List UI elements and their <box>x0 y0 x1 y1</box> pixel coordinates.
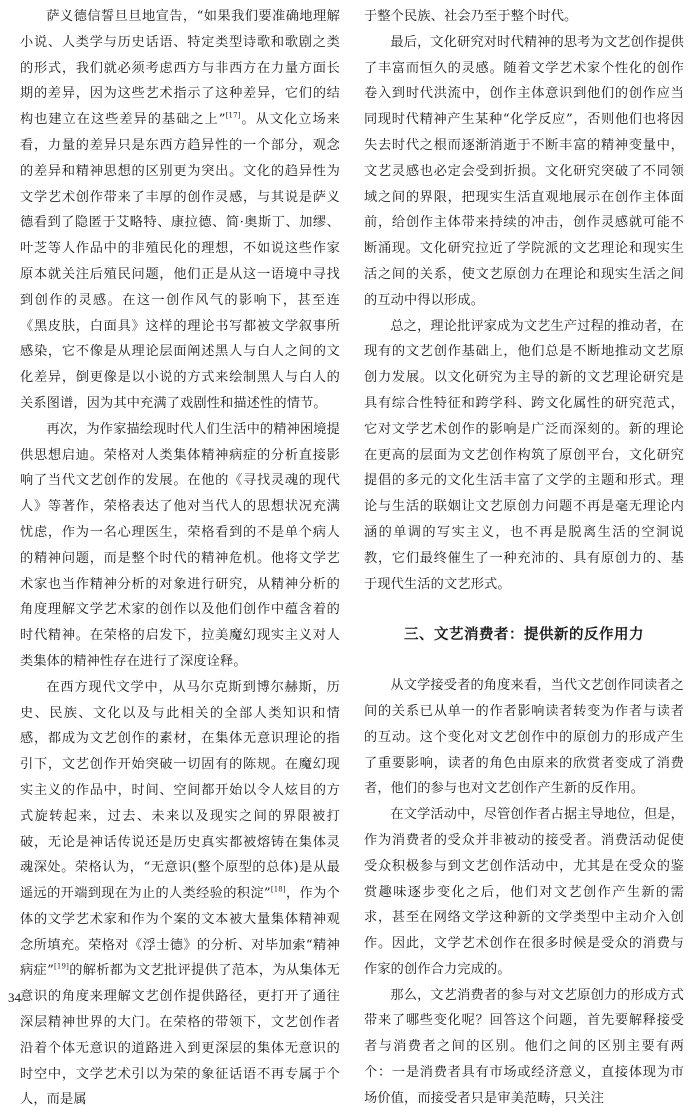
paragraph-jung: 再次，为作家描绘现时代人们生活中的精神困境提供思想启迪。荣格对人类集体精神病症的分析直接影响了当代文艺创作的发展。在他的《寻找灵魂的现代人》等著作，荣格表达了他对当代人的思想状况充满忧虑，作为一名心理医生，荣格看到的不是单个病人的精神问题，而是整个时代的精神危机。他将文学艺术家也当作精神分析的对象进行研究，从精神分析的角度理解文学艺术家的创作以及他们创作中蕴含着的时代精神。在荣格的启发下，拉美魔幻现实主义对人类集体的精神性存在进行了深度诠释。 <box>20 421 340 669</box>
footnote-ref-18[interactable]: [18] <box>270 885 286 894</box>
left-column <box>20 4 340 1113</box>
paragraph-consumer-activity: 在文学活动中，尽管创作者占据主导地位，但是，作为消费者的受众并非被动的接受者。消费活动促使受众积极参与到文艺创作活动中，尤其是在受众的鉴赏趣味逐步变化之后，他们对文艺创作产生新的需求，甚至在网络文学这种新的文学类型中主动介入创作。因此，文学艺术创作在很多时候是受众的消费与作家的创作合力完成的。 <box>364 807 684 977</box>
paragraph-consumer-question: 那么，文艺消费者的参与对文艺原创力的形成方式带来了哪些变化呢？回答这个问题，首先要解释接受者与消费者之间的区别。他们之间的区别主要有两个：一是消费者具有市场或经济意义，直接体现为市场价值，而接受者只是审美范畴，只关注 <box>364 987 684 1106</box>
paragraph-continuation: 于整个民族、社会乃至于整个时代。 <box>364 9 578 24</box>
paragraph-zeitgeist: 最后，文化研究对时代精神的思考为文艺创作提供了丰富而恒久的灵感。随着文学艺术家个性化的创作卷入到时代洪流中，创作主体意识到他们的创作应当同现时代精神产生某种“化学反应”，否则他们也将因失去时代之根而逐渐消逝于不断丰富的精神变量中，文艺灵感也必定会受到折损。文化研究突破了不同领域之间的界限，把现实生活直观地展示在创作主体面前，给创作主体带来持续的冲击，创作灵感就可能不断涌现。文化研究拉近了学院派的文艺理论和现实生活之间的关系，使文艺原创力在理论和现实生活之间的互动中得以形成。 <box>364 34 684 308</box>
paragraph-summary: 总之，理论批评家成为文艺生产过程的推动者，在现有的文艺创作基础上，他们总是不断地推动文艺原创力发展。以文化研究为主导的新的文艺理论研究是具有综合性特征和跨学科、跨文化属性的研究范式，它对文学艺术创作的影响是广泛而深刻的。新的理论在更高的层面为文艺创作构筑了原创平台，文化研究提倡的多元的文化生活丰富了文学的主题和形式。理论与生活的联姻让文艺原创力问题不再是毫无理论内涵的单调的写实主义，也不再是脱离生活的空洞说教，它们最终催生了一种充沛的、具有原创力的、基于现代生活的文艺形式。 <box>364 318 684 592</box>
footnote-ref-19[interactable]: [19] <box>54 963 69 972</box>
paragraph-western-literature: 在西方现代文学中，从马尔克斯到博尔赫斯，历史、民族、文化以及与此相关的全部人类知识和情感，都成为文艺创作的素材，在集体无意识理论的指引下，文艺创作开始突破一切固有的陈规。在魔幻现实主义的作品中，时间、空间都开始以令人炫目的方式旋转起来，过去、未来以及现实之间的界限被打破，无论是神话传说还是历史真实都被熔铸在集体灵魂深处。荣格认为，“无意识(整个原型的总体)是从最遥远的开端到现在为止的人类经验的积淀”[18]，作为个体的文学艺术家和作为个案的文本被大量集体精神观念所填充。荣格对《浮士德》的分析、对毕加索“精神病症”[19]的解析都为文艺批评提供了范本，为从集体无意识的角度来理解文艺创作提供路径，更打开了通往深层精神世界的大门。在荣格的带领下，文艺创作者沿着个体无意识的道路进入到更深层的集体无意识的时空中，文学艺术引以为荣的象征话语不再专属于个人，而是属 <box>20 679 340 1108</box>
section-heading: 三、文艺消费者：提供新的反作用力 <box>404 627 644 644</box>
right-column <box>364 4 684 1112</box>
paragraph-said: 萨义德信誓旦旦地宣告，“如果我们要准确地理解小说、人类学与历史话语、特定类型诗歌和歌剧之类的形式，我们就必须考虑西方与非西方在力量方面长期的差异，因为这些艺术指示了这种差异，它们的结构也建立在这些差异的基础之上”[17]。从文化立场来看，力量的差异只是东西方趋异性的一个部分，观念的差异和精神思想的区别更为突出。文化的趋异性为文学艺术创作带来了丰厚的创作灵感，与其说是萨义德看到了隐匿于艾略特、康拉德、简·奥斯丁、加缪、叶芝等人作品中的非殖民化的理想，不如说这些作家原本就关注后殖民问题，他们正是从这一语境中寻找到创作的灵感。在这一创作风气的影响下，甚至连《黑皮肤，白面具》这样的理论书写都被文学叙事所感染，它不像是从理论层面阐述黑人与白人之间的文化差异，倒更像是以小说的方式来绘制黑人与白人的关系图谱，因为其中充满了戏剧性和描述性的情节。 <box>20 9 340 411</box>
paragraph-reader-relationship: 从文学接受者的角度来看，当代文艺创作同读者之间的关系已从单一的作者影响读者转变为作者与读者的互动。这个变化对文艺创作中的原创力的形成产生了重要影响，读者的角色由原来的欣赏者变成了消费者，他们的参与也对文艺创作产生新的反作用。 <box>364 678 684 797</box>
page-number: 34 <box>8 990 21 1005</box>
footnote-ref-17[interactable]: [17] <box>225 111 241 120</box>
